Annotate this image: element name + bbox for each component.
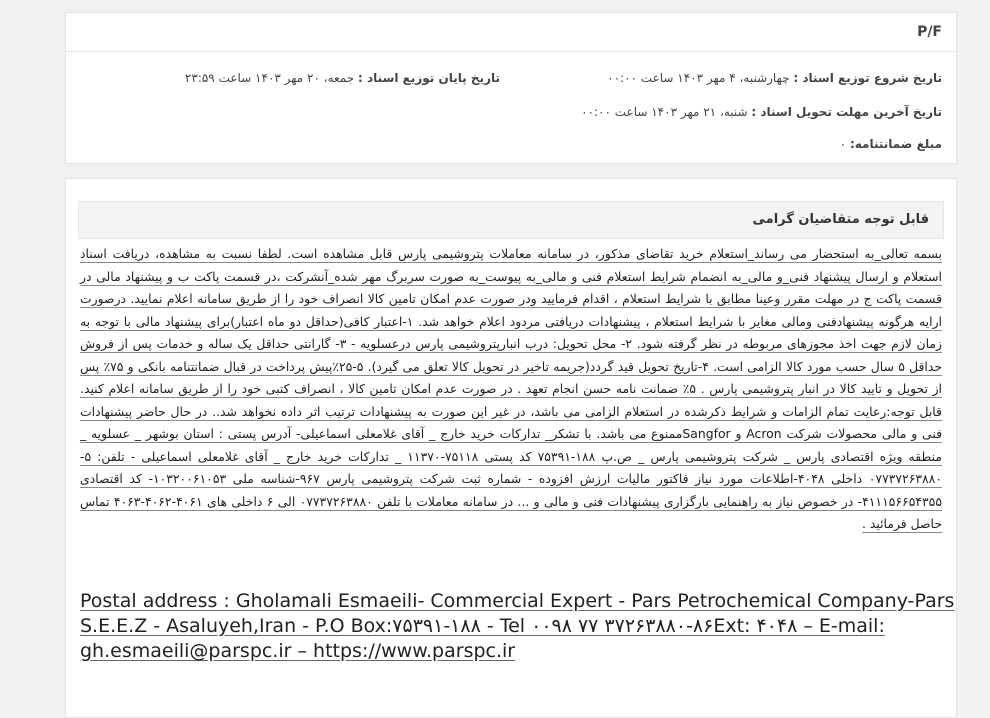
end-date-row xyxy=(185,71,500,85)
notice-body xyxy=(80,243,942,536)
card-header xyxy=(66,13,956,52)
start-date-value: چهارشنبه، ۴ مهر ۱۴۰۳ ساعت ۰۰:۰۰ xyxy=(607,71,790,85)
deadline-row xyxy=(581,105,942,119)
notice-card xyxy=(65,178,957,718)
notice-paragraph: بسمه تعالی_به استحضار می رساند_استعلام خرید تقاضای مذکور، در سامانه معاملات پتروشیمی پارس قابل مشاهده است. لطفا نسبت به مشاهده، دریافت اسناد استعلام و ارسال پیشنهاد فنی_و مالی_به انضمام شرایط استعلام فنی و مالی_به پیوست_به صورت سربرگ مهر شده_آنشرکت ،در قسمت پاکت ب و پیشنهاد مالی در قسمت پاکت ج در مهلت مقرر وعینا مطابق با شرایط استعلام ، اقدام فرمایید ودر صورت عدم امکان تامین کالا انصراف خود را از طریق سامانه اعلام نمایید. درصورت ارایه هرگونه پیشنهادفنی ومالی مغایر با شرایط استعلام ، پیشنهادات دریافتی مردود اعلام خواهد شد. ۱-اعتبار کافی(حداقل دو ماه اعتبار)برای پیشنهاد مالی با توجه به زمان لازم جهت اخذ مجوزهای مربوطه در نظر گرفته شود. ۲- محل تحویل: درب انبارپتروشیمی پارس درعسلویه - ۳- گارانتی حداقل یک ساله و خدمات پس از فروش حداقل ۵ سال حسب مورد کالا الزامی است. ۴-تاریخ تحویل قید گردد(جریمه تاخیر در تحویل کالا تعلق می گیرد). ۵-۲۵٪پیش پرداخت در قبال ضمانتنامه بانکی و ۷۵٪ پس از تحویل و تایید کالا در انبار پتروشیمی پارس . ۵٪ ضمانت نامه حسن انجام تعهد . در صورت عدم امکان تامین کالا ، انصراف کتبی خود را از طریق سامانه اعلام کنید. قابل توجه:رعایت تمام الزامات و شرایط ذکرشده در استعلام الزامی می باشد، در غیر این صورت به پیشنهادات ترتیب اثر داده نخواهد شد.. در حال حاضر پیشنهادات فنی و مالی محصولات شرکت Acron و Sangforممنوع می باشد. با تشکر_ تدارکات خرید خارج _ آقای غلامعلی اسماعیلی- آدرس پستی : استان بوشهر _ عسلویه _ منطقه ویژه اقتصادی پارس _ شرکت پتروشیمی پارس _ ص.پ ۱۸۸-۷۵۳۹۱ کد پستی ۷۵۱۱۸-۱۱۳۷۰ _ تدارکات خرید خارج _ آقای غلامعلی اسماعیلی - تلفن: ۵- ۰۷۷۳۷۲۶۳۸۸۰ داخلی ۴۰۴۸-اطلاعات مورد نیاز فاکتور مالیات ارزش افزوده - شماره ثبت شرکت پتروشیمی پارس ۹۶۷-شناسه ملی ۱۰۳۲۰۰۶۱۰۵۳- کد اقتصادی ۴۱۱۱۵۶۶۵۴۳۵۵- در خصوص نیاز به راهنمایی بارگزاری پیشنهادات فنی و مالی و ... در سامانه معاملات با تلفن ۰۷۷۳۷۲۶۳۸۸۰ الی ۶ داخلی های ۴۰۶۱-۴۰۶۲-۴۰۶۳ تماس حاصل فرمائید . xyxy=(80,246,942,531)
end-date-label: تاریخ پایان توزیع اسناد : xyxy=(358,71,500,85)
email-website-line[interactable]: gh.esmaeili@parspc.ir – https://www.parspc.ir xyxy=(80,640,516,662)
notice-header xyxy=(78,201,944,239)
deadline-value: شنبه، ۲۱ مهر ۱۴۰۳ ساعت ۰۰:۰۰ xyxy=(581,105,748,119)
postal-address-line-1: Postal address : Gholamali Esmaeili- Commercial Expert - Pars Petrochemical Company-Pars xyxy=(80,590,955,612)
guarantee-value: ۰ xyxy=(839,137,847,151)
postal-address-line-2: S.E.E.Z - Asaluyeh,Iran - P.O Box:۷۵۳۹۱-۱۸۸ - Tel ۰۰۹۸ ۷۷ ۳۷۲۶۳۸۸۰-۸۶Ext: ۴۰۴۸ – E-mail: xyxy=(80,615,885,637)
start-date-row xyxy=(607,71,942,85)
start-date-label: تاریخ شروع توزیع اسناد : xyxy=(793,71,942,85)
postal-address-block xyxy=(80,589,955,664)
guarantee-label: مبلغ ضمانتنامه: xyxy=(849,137,942,151)
end-date-value: جمعه، ۲۰ مهر ۱۴۰۳ ساعت ۲۳:۵۹ xyxy=(184,71,355,85)
pf-label: P/F xyxy=(917,24,942,40)
notice-title: قابل توجه متقاضیان گرامی xyxy=(752,212,929,227)
deadline-label: تاریخ آخرین مهلت تحویل اسناد : xyxy=(751,105,942,119)
tender-info-card xyxy=(65,12,957,164)
guarantee-row xyxy=(840,137,942,151)
